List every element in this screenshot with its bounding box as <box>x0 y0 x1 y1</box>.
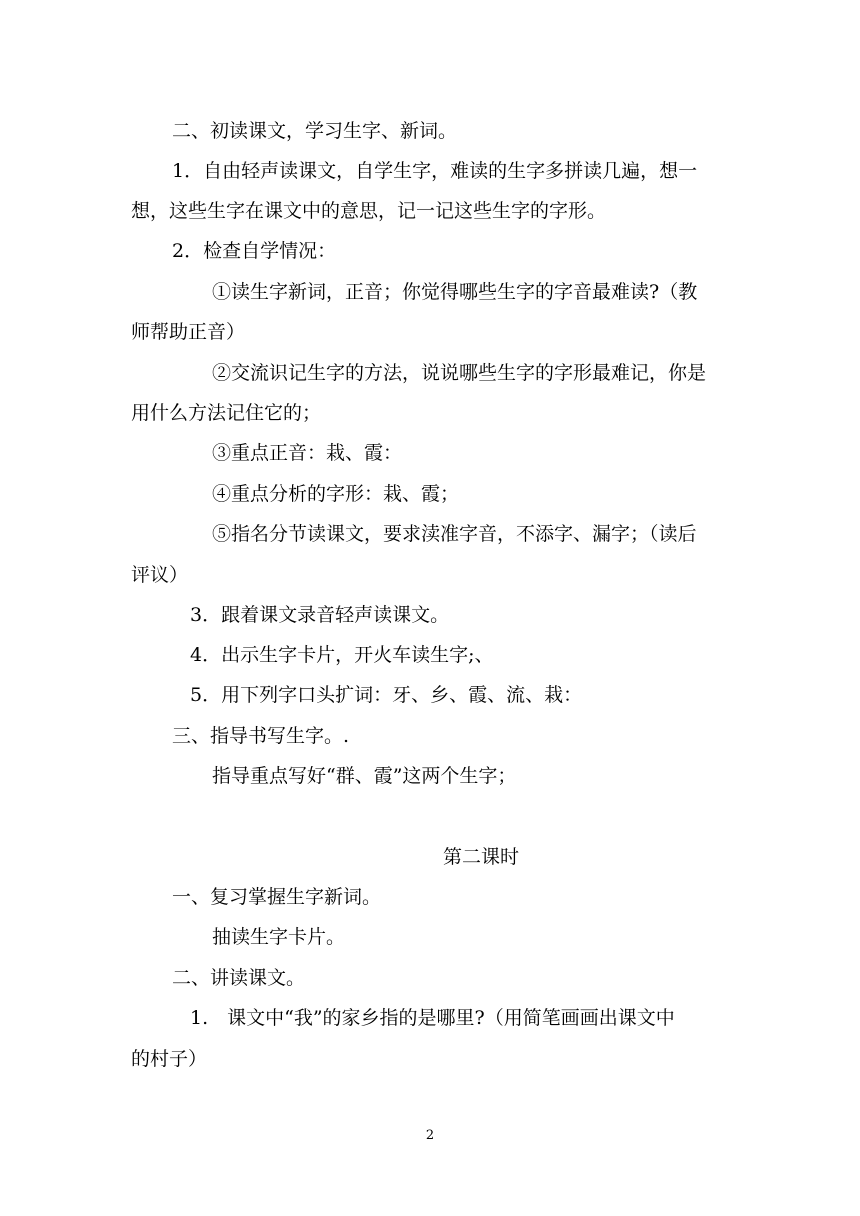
list-item: ①读生字新词，正音；你觉得哪些生字的字音最难读?（教 <box>212 281 698 303</box>
paragraph-line: 5．用下列字口头扩词：牙、乡、霞、流、栽： <box>190 684 583 706</box>
section-heading-2: 二、讲读课文。 <box>172 967 306 989</box>
paragraph-line: 2．检查自学情况： <box>172 240 337 262</box>
section-heading-1: 一、复习掌握生字新词。 <box>172 886 382 908</box>
lesson-title: 第二课时 <box>443 846 520 868</box>
section-heading-2: 二、初读课文，学习生字、新词。 <box>172 120 458 142</box>
section-heading-3: 三、指导书写生字。. <box>172 725 350 747</box>
paragraph-line: 想，这些生字在课文中的意思，记一记这些生字的字形。 <box>131 200 607 222</box>
paragraph-line: 3．跟着课文录音轻声读课文。 <box>190 604 450 626</box>
list-item: ⑤指名分节读课文，要求渎准字音，不添字、漏字；（读后 <box>212 523 697 545</box>
paragraph-line-continuation: 的村子） <box>131 1048 208 1070</box>
list-item: ③重点正音：栽、霞： <box>212 442 403 464</box>
paragraph-line: 抽读生字卡片。 <box>212 926 346 948</box>
page-number: 2 <box>425 1128 435 1143</box>
paragraph-line: 4．出示生字卡片，开火车读生字;、 <box>190 644 494 666</box>
list-item: ④重点分析的字形：栽、霞； <box>212 483 460 505</box>
list-item-continuation: 评议） <box>131 564 189 586</box>
paragraph-line: 1. 课文中“我”的家乡指的是哪里?（用简笔画画出课文中 <box>190 1007 675 1029</box>
list-item-continuation: 用什么方法记住它的； <box>131 402 322 424</box>
list-item: ②交流识记生字的方法，说说哪些生字的字形最难记，你是 <box>212 362 707 384</box>
paragraph-line: 指导重点写好“群、霞”这两个生字； <box>212 765 517 787</box>
paragraph-line: 1．自由轻声读课文，自学生字，难读的生字多拼读几遍，想一 <box>172 160 698 182</box>
list-item-continuation: 师帮助正音） <box>131 321 246 343</box>
